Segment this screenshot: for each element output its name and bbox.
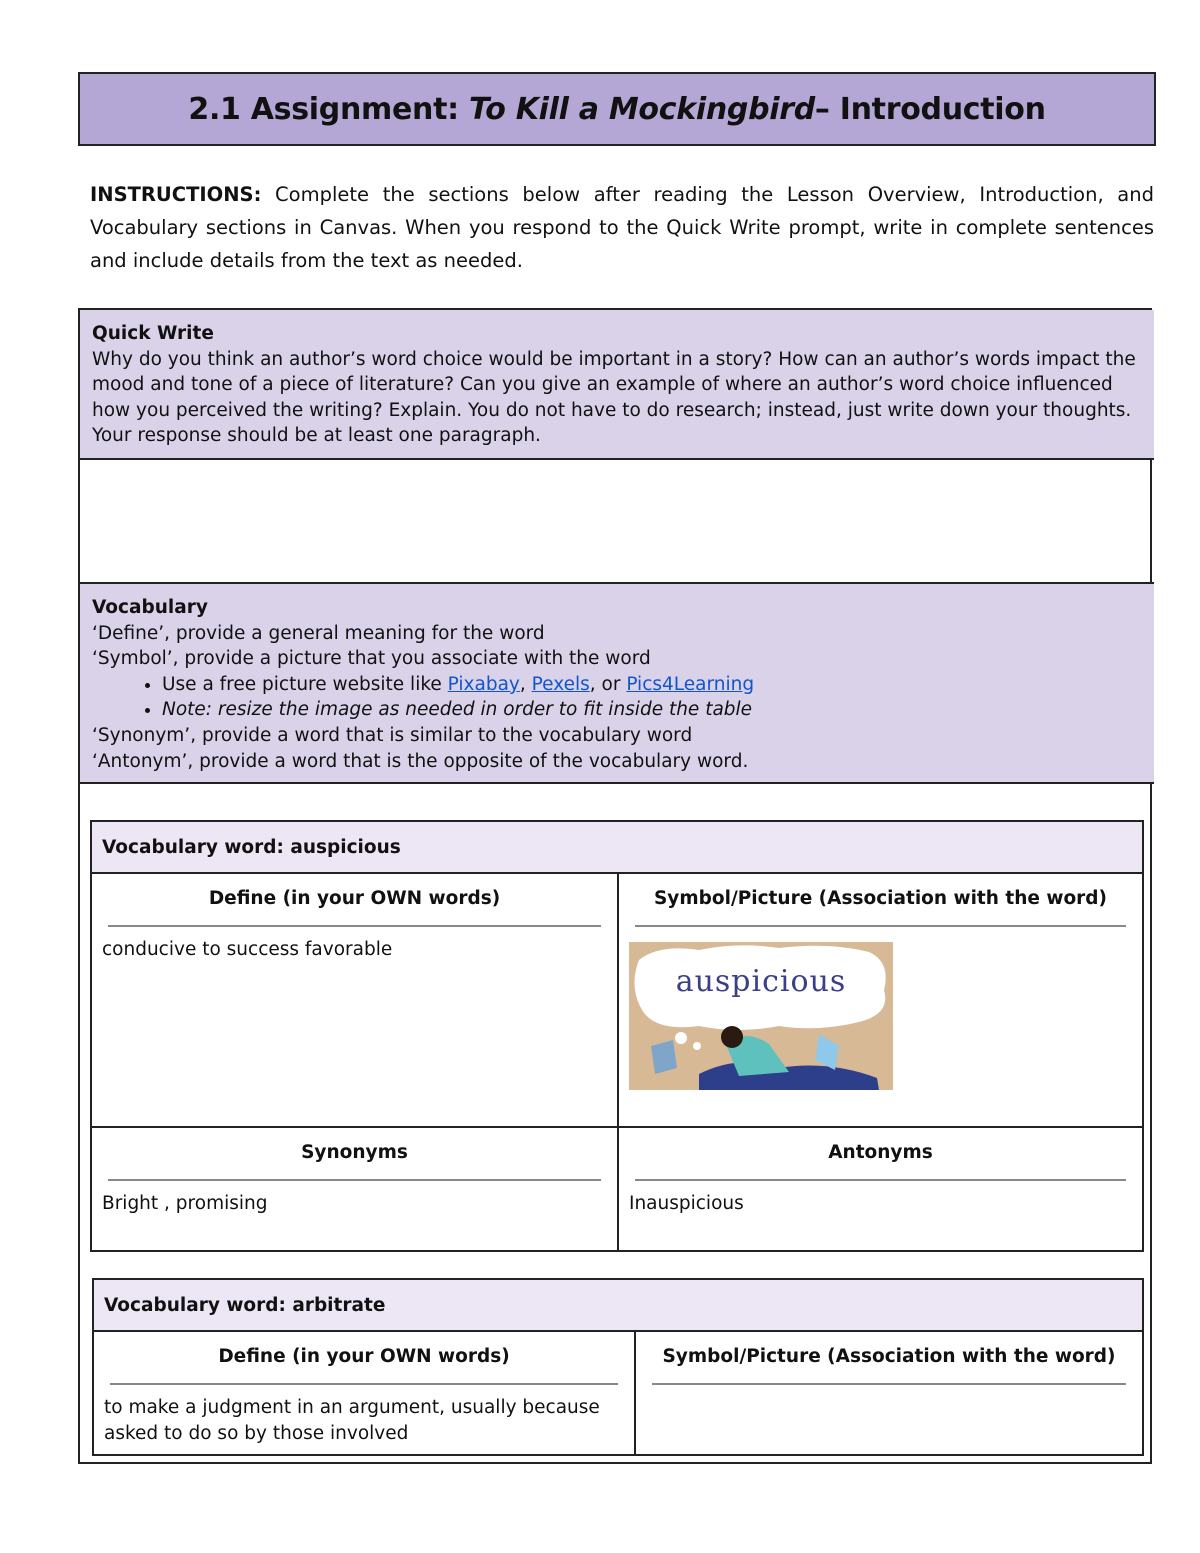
assignment-table <box>78 308 1152 1464</box>
instructions <box>90 178 1154 277</box>
definition-text: to make a judgment in an argument, usually because asked to do so by those involved <box>104 1397 600 1444</box>
title-prefix: 2.1 Assignment: <box>188 91 459 127</box>
synonym-instruction: ‘Synonym’, provide a word that is similar to the vocabulary word <box>92 724 693 746</box>
assignment-title <box>78 72 1156 146</box>
define-instruction: ‘Define’, provide a general meaning for the word <box>92 622 545 644</box>
quick-write-prompt: Why do you think an author’s word choice would be important in a story? How can an author’s words impact the mood and tone of a piece of literature? Can you give an example of where an author’s word choice influenced how you perceived the writing? Explain. You do not have to do research; instead, just write down your thoughts. Your response should be at least one paragraph. <box>92 348 1136 447</box>
picture-website-tip <box>162 672 1142 698</box>
vocab-word-label: Vocabulary word: arbitrate <box>94 1280 1142 1332</box>
quick-write-section <box>80 310 1154 460</box>
symbol-header: Symbol/Picture (Association with the word) <box>635 888 1126 927</box>
pexels-link[interactable]: Pexels <box>531 673 590 695</box>
picture-caption: auspicious <box>675 964 847 999</box>
instructions-text: Complete the sections below after reading the Lesson Overview, Introduction, and Vocabulary sections in Canvas. When you respond to the Quick Write prompt, write in complete sentences and include details from the text as needed. <box>90 183 1154 272</box>
define-cell[interactable] <box>94 1332 634 1454</box>
link-separator: , <box>519 673 532 695</box>
define-header: Define (in your OWN words) <box>108 888 601 927</box>
vocabulary-heading: Vocabulary <box>92 597 208 618</box>
link-separator: , or <box>589 673 627 695</box>
pics4learning-link[interactable]: Pics4Learning <box>626 673 755 695</box>
symbol-header: Symbol/Picture (Association with the word) <box>652 1346 1126 1385</box>
antonyms-header: Antonyms <box>635 1142 1126 1181</box>
define-cell[interactable] <box>92 874 617 1126</box>
resize-note <box>162 697 1142 723</box>
synonyms-text: Bright , promising <box>102 1193 268 1214</box>
antonym-instruction: ‘Antonym’, provide a word that is the opposite of the vocabulary word. <box>92 750 749 772</box>
title-suffix: – Introduction <box>814 91 1046 127</box>
symbol-instruction: ‘Symbol’, provide a picture that you associate with the word <box>92 648 651 670</box>
resize-note-text: Note: resize the image as needed in order to fit inside the table <box>162 699 753 721</box>
symbol-cell[interactable] <box>619 874 1142 1126</box>
synonyms-cell[interactable] <box>92 1128 617 1250</box>
vocabulary-section <box>80 584 1154 784</box>
antonyms-cell[interactable] <box>619 1128 1142 1250</box>
vocab-table-auspicious <box>90 820 1144 1252</box>
vocab-word-label: Vocabulary word: auspicious <box>92 822 1142 874</box>
define-header: Define (in your OWN words) <box>110 1346 618 1385</box>
picture-tips-list <box>92 672 1142 723</box>
antonyms-text: Inauspicious <box>629 1193 744 1214</box>
auspicious-picture <box>629 942 893 1090</box>
pixabay-link[interactable]: Pixabay <box>447 673 520 695</box>
symbol-cell[interactable] <box>636 1332 1142 1454</box>
quick-write-heading: Quick Write <box>92 323 214 344</box>
instructions-label: INSTRUCTIONS: <box>90 183 262 206</box>
vocab-table-arbitrate <box>92 1278 1144 1456</box>
title-italic: To Kill a Mockingbird <box>468 91 815 127</box>
definition-text: conducive to success favorable <box>102 939 393 960</box>
tip-text: Use a free picture website like <box>162 673 448 695</box>
synonyms-header: Synonyms <box>108 1142 601 1181</box>
quick-write-response-area[interactable] <box>80 460 1154 584</box>
